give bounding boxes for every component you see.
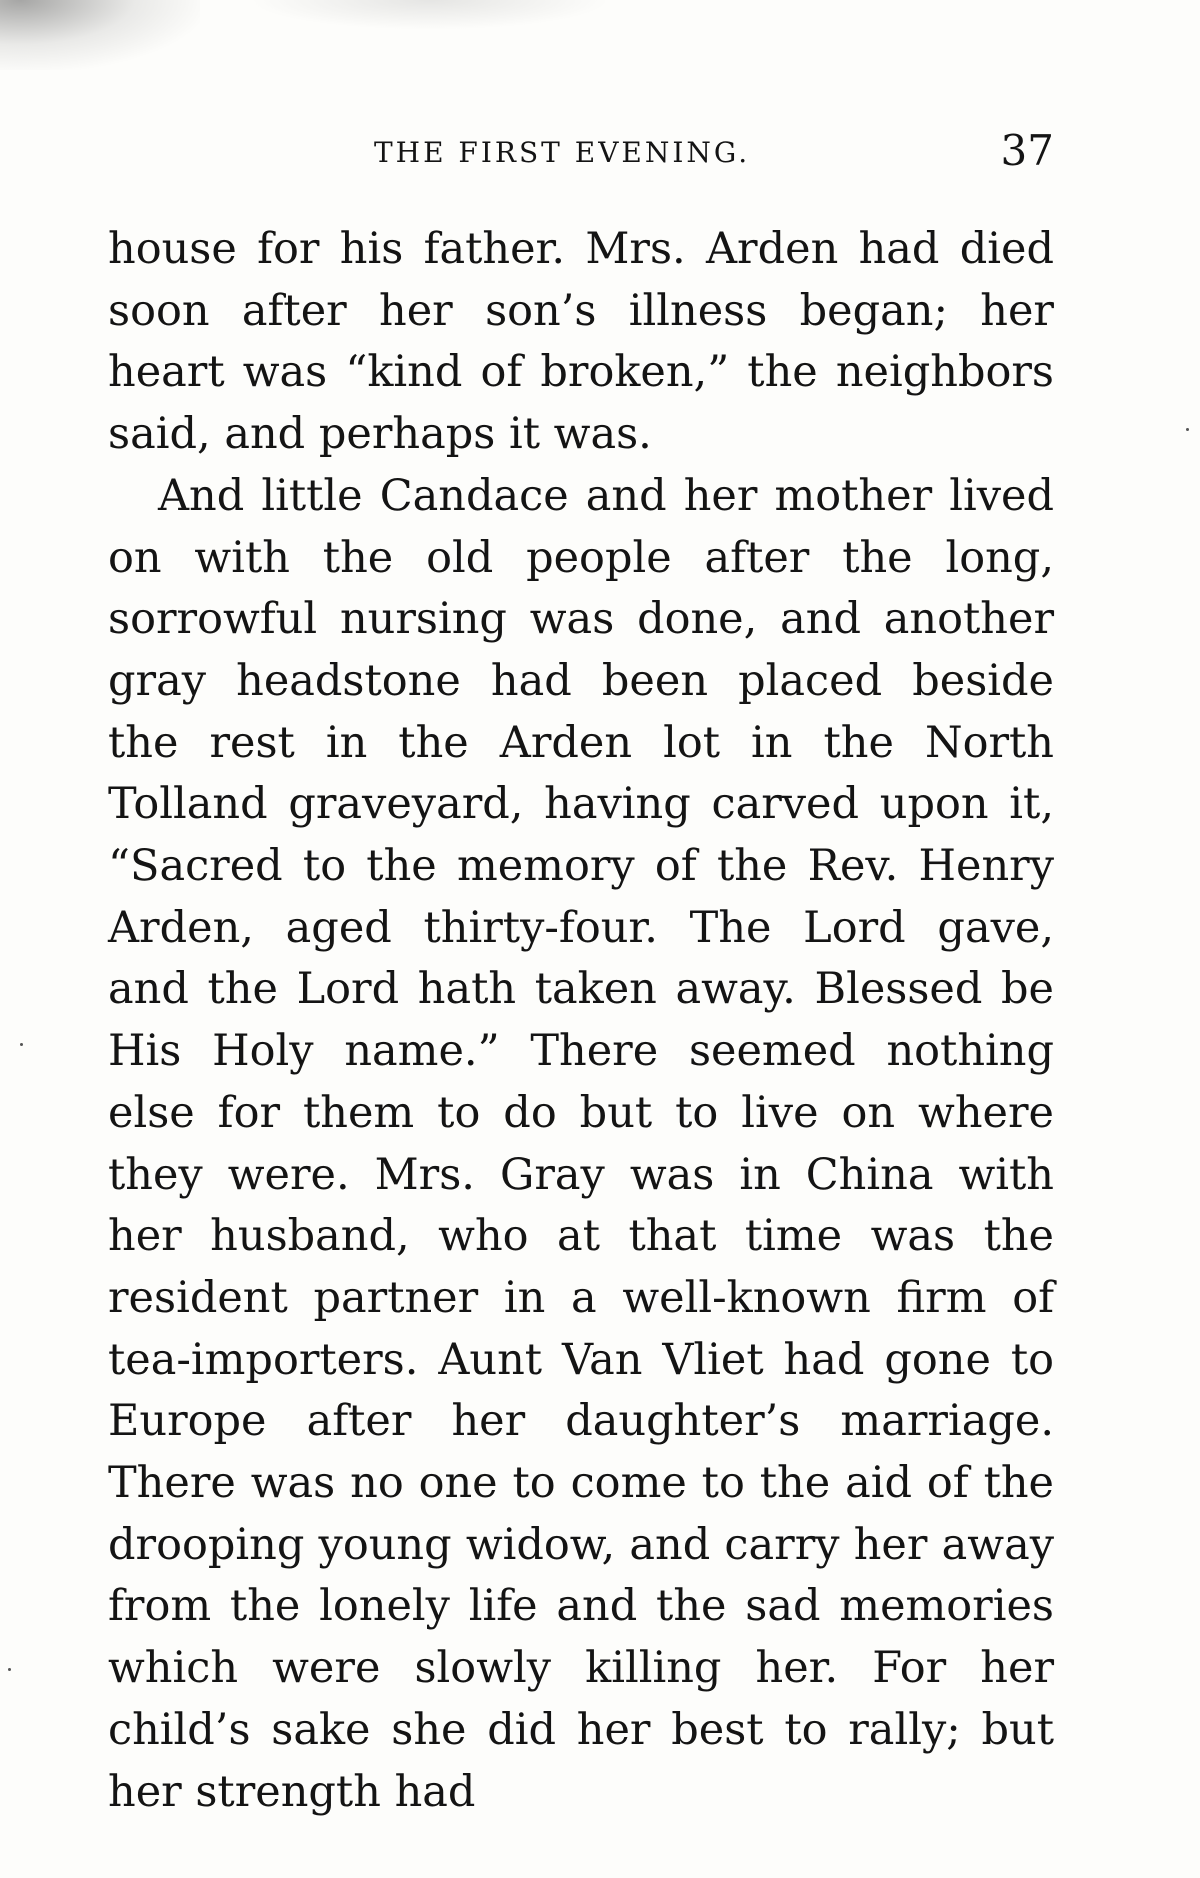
scan-speck [20, 1043, 23, 1046]
running-title: THE FIRST EVENING. [374, 136, 751, 169]
scan-speck [1186, 428, 1189, 431]
page-number: 37 [1000, 126, 1054, 175]
scan-speck [8, 1668, 11, 1671]
page-header [108, 128, 1054, 178]
body-text [108, 219, 1054, 1823]
paragraph-continued: house for his father. Mrs. Arden had died soon after her son’s illness began; her heart was “kind of broken,” the neighbors said, and perhaps it was. [108, 224, 1054, 460]
paragraph: And little Candace and her mother lived on with the old people after the long, sorrowful nursing was done, and another gray headstone had been placed beside the rest in the Arden lot in the North Tolland graveyard, having carved upon it, “Sacred to the memory of the Rev. Henry Arden, aged thirty-four. The Lord gave, and the Lord hath taken away. Blessed be His Holy name.” There seemed nothing else for them to do but to live on where they were. Mrs. Gray was in China with her husband, who at that time was the resident partner in a well-known firm of tea-importers. Aunt Van Vliet had gone to Europe after her daughter’s marriage. There was no one to come to the aid of the drooping young widow, and carry her away from the lonely life and the sad memories which were slowly killing her. For her child’s sake she did her best to rally; but her strength had [108, 470, 1054, 1817]
scan-smudge [0, 0, 200, 70]
scan-smudge [250, 0, 610, 30]
